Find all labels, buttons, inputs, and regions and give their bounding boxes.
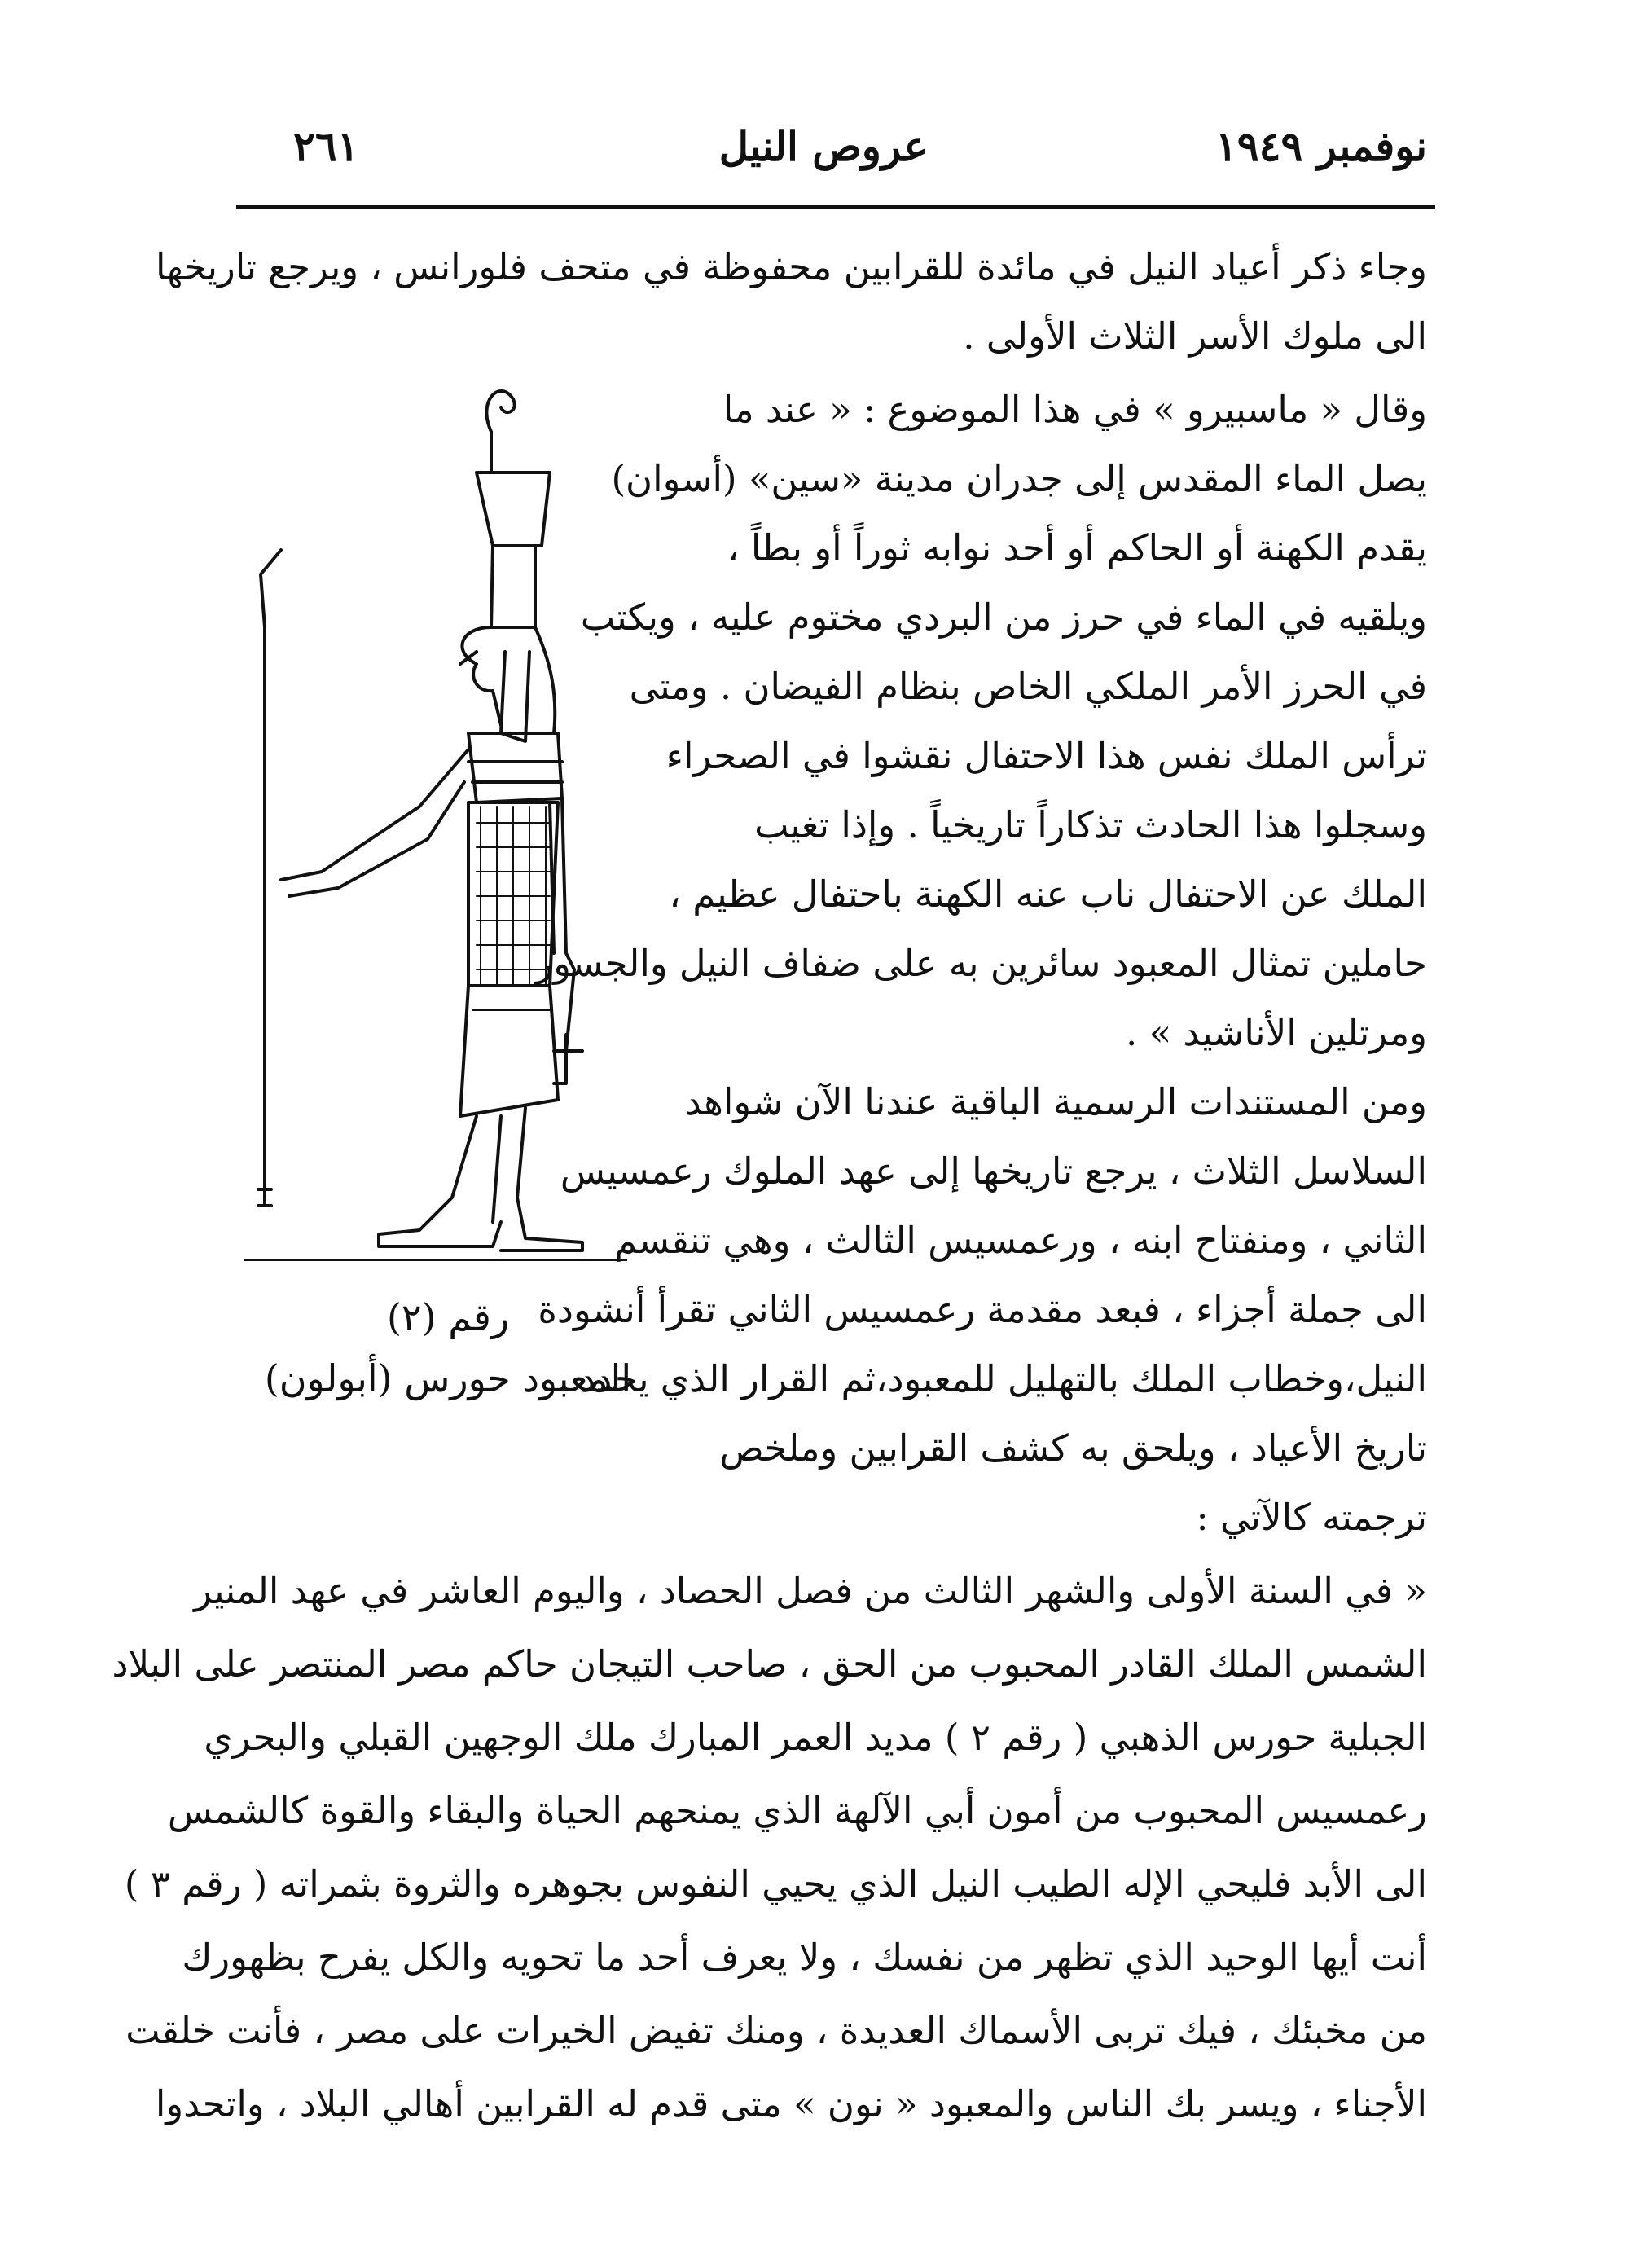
text-line: الى ملوك الأسر الثلاث الأولى . [963, 314, 1427, 358]
text-line: في الحرز الأمر الملكي الخاص بنظام الفيضان . ومتى [629, 665, 1427, 708]
header-title: عروص النيل [718, 122, 929, 170]
text-line: الملك عن الاحتفال ناب عنه الكهنة باحتفال عظيم ، [669, 872, 1427, 916]
text-line: ترأس الملك نفس هذا الاحتفال نقشوا في الصحراء [665, 734, 1427, 777]
text-line: وقال « ماسبيرو » في هذا الموضوع : « عند ما [722, 388, 1427, 431]
text-line: الى الأبد فليحي الإله الطيب النيل الذي يحيي النفوس بجوهره والثروة بثمراته ( رقم ٣ ) [124, 1862, 1427, 1905]
figure-caption-number: رقم (٢) [386, 1295, 510, 1339]
text-line: ومرتلين الأناشيد » . [1126, 1011, 1427, 1054]
text-line: « في السنة الأولى والشهر الثالث من فصل الحصاد ، واليوم العاشر في عهد المنير [194, 1569, 1427, 1612]
text-line: من مخبئك ، فيك تربى الأسماك العديدة ، ومنك تفيض الخيرات على مصر ، فأنت خلقت [125, 2009, 1427, 2052]
text-line: حاملين تمثال المعبود سائرين به على ضفاف النيل والجسور [535, 942, 1427, 985]
text-line: الثاني ، ومنفتاح ابنه ، ورعمسيس الثالث ، وهي تنقسم [614, 1219, 1427, 1262]
header-date: نوفمبر ١٩٤٩ [1214, 122, 1427, 170]
text-line: الجبلية حورس الذهبي ( رقم ٢ ) مديد العمر المبارك ملك الوجهين القبلي والبحري [204, 1716, 1427, 1759]
page-number: ٢٦١ [293, 122, 359, 170]
text-line: السلاسل الثلاث ، يرجع تاريخها إلى عهد الملوك رعمسيس [560, 1149, 1427, 1193]
figure-caption-title: المعبود حورس (أبولون) [264, 1356, 632, 1400]
header-rule [236, 205, 1435, 209]
text-line: أنت أيها الوحيد الذي تظهر من نفسك ، ولا يعرف أحد ما تحويه والكل يفرح بظهورك [182, 1936, 1427, 1979]
horus-figure [232, 383, 623, 1259]
text-line: تاريخ الأعياد ، ويلحق به كشف القرابين وملخص [719, 1426, 1427, 1470]
text-line: وسجلوا هذا الحادث تذكاراً تاريخياً . وإذا تغيب [754, 803, 1427, 846]
text-line: ويلقيه في الماء في حرز من البردي مختوم عليه ، ويكتب [580, 596, 1427, 639]
text-line: ترجمته كالآتي : [1196, 1496, 1427, 1539]
text-line: الشمس الملك القادر المحبوب من الحق ، صاحب التيجان حاكم مصر المنتصر على البلاد [112, 1642, 1427, 1686]
text-line: وجاء ذكر أعياد النيل في مائدة للقرابين محفوظة في متحف فلورانس ، ويرجع تاريخها [155, 245, 1427, 288]
text-line: يصل الماء المقدس إلى جدران مدينة «سين» (أسوان) [611, 457, 1427, 500]
text-line: يقدم الكهنة أو الحاكم أو أحد نوابه ثوراً أو بطاً ، [727, 526, 1427, 569]
horus-drawing [232, 383, 623, 1259]
text-line: الى جملة أجزاء ، فبعد مقدمة رعمسيس الثاني تقرأ أنشودة [538, 1288, 1427, 1331]
text-line: ومن المستندات الرسمية الباقية عندنا الآن شواهد [684, 1080, 1427, 1123]
text-line: رعمسيس المحبوب من أمون أبي الآلهة الذي يمنحهم الحياة والبقاء والقوة كالشمس [167, 1789, 1427, 1832]
text-line: النيل،وخطاب الملك بالتهليل للمعبود،ثم القرار الذي يحدد [579, 1357, 1427, 1400]
figure-rule [244, 1259, 627, 1261]
text-line: الأجناء ، ويسر بك الناس والمعبود « نون » متى قدم له القرابين أهالي البلاد ، واتحدوا [155, 2082, 1427, 2125]
